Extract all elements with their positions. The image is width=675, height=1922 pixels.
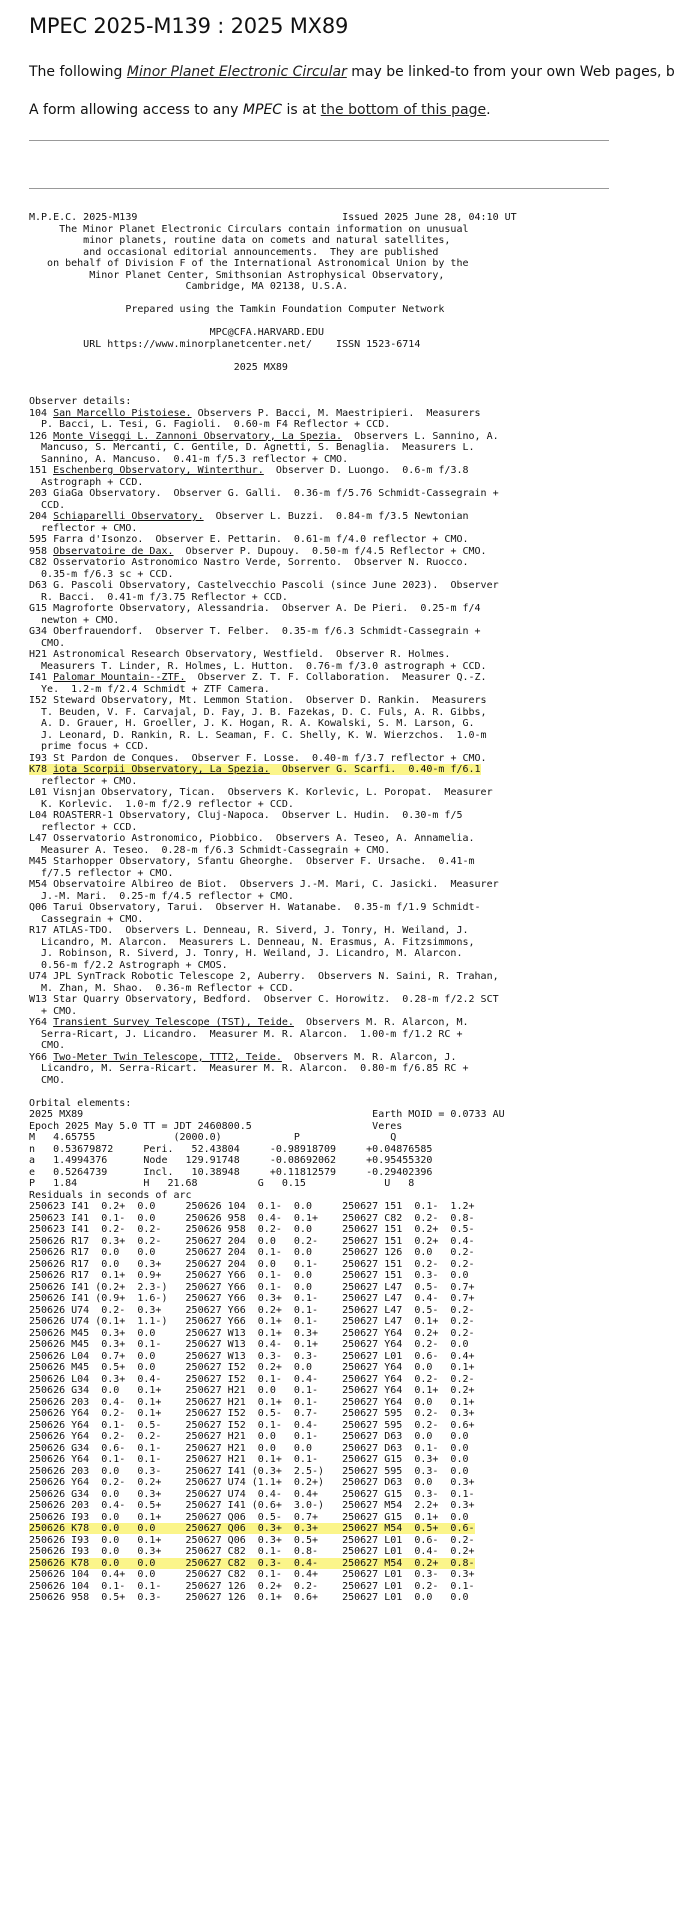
observatory-name: Two-Meter Twin Telescope, TTT2, Teide. <box>53 1051 282 1063</box>
residual-row: 250626 I93 0.0 0.1+ 250627 Q06 0.5- 0.7+ 250627 G15 0.1+ 0.0 <box>29 1511 469 1523</box>
observer-entry <box>29 511 469 522</box>
orbital-line: M 4.65755 (2000.0) P Q <box>29 1132 397 1143</box>
preamble-line: on behalf of Division F of the International Astronomical Union by the <box>29 258 469 269</box>
observer-entry <box>29 856 475 867</box>
observatory-code: U74 <box>29 971 54 982</box>
observer-entry <box>29 810 463 821</box>
residual-row: 250626 G34 0.0 0.1+ 250627 H21 0.0 0.1- 250627 Y64 0.1+ 0.2+ <box>29 1385 475 1396</box>
observer-continuation: + CMO. <box>29 1005 78 1017</box>
residual-row: 250626 I93 0.0 0.3+ 250627 C82 0.1- 0.8- 250627 L01 0.4- 0.2+ <box>29 1546 475 1557</box>
observatory-code: 126 <box>29 430 54 442</box>
residual-row: 250626 Y64 0.1- 0.1- 250627 H21 0.1+ 0.1- 250627 G15 0.3+ 0.0 <box>29 1454 469 1465</box>
observer-text: Observers P. Bacci, M. Maestripieri. Measurers <box>191 407 481 419</box>
intro-paragraph <box>29 64 675 80</box>
residual-row: 250626 Y64 0.2- 0.2- 250627 H21 0.0 0.1- 250627 D63 0.0 0.0 <box>29 1431 469 1442</box>
observer-text: Steward Observatory, Mt. Lemmon Station. Observer D. Rankin. Measurers <box>53 695 487 706</box>
observatory-code: M54 <box>29 879 54 890</box>
observer-text: Magroforte Observatory, Alessandria. Observer A. De Pieri. 0.25-m f/4 <box>53 603 481 614</box>
observer-continuation: J. Leonard, D. Rankin, R. L. Seaman, F. C. Shelly, K. W. Wierzchos. 1.0-m <box>29 729 487 741</box>
observatory-code: G34 <box>29 626 54 637</box>
residual-row: 250626 203 0.4- 0.5+ 250627 I41 (0.6+ 3.0-) 250627 M54 2.2+ 0.3+ <box>29 1500 475 1511</box>
observer-continuation: CMO. <box>29 1040 66 1051</box>
orbital-line: 2025 MX89 Earth MOID = 0.0733 AU <box>29 1109 505 1120</box>
observatory-name: iota Scorpii Observatory, La Spezia. <box>53 764 270 775</box>
intro-text: The following <box>29 64 127 80</box>
observer-text: Oberfrauendorf. Observer T. Felber. 0.35-m f/6.3 Schmidt-Cassegrain + <box>53 626 481 637</box>
orbital-line: e 0.5264739 Incl. 10.38948 +0.11812579 -0.29402396 <box>29 1166 433 1178</box>
residual-row: 250626 G34 0.6- 0.1- 250627 H21 0.0 0.0 250627 D63 0.1- 0.0 <box>29 1442 469 1454</box>
residual-row: 250626 I41 (0.9+ 1.6-) 250627 Y66 0.3+ 0.1- 250627 L47 0.4- 0.7+ <box>29 1293 475 1304</box>
observer-entry <box>29 431 499 442</box>
observer-entry <box>29 465 469 476</box>
residuals-table <box>29 1201 475 1603</box>
observer-entry <box>29 971 499 982</box>
observer-entry <box>29 488 499 499</box>
preamble-line: The Minor Planet Electronic Circulars contain information on unusual <box>29 223 469 235</box>
observer-continuation: Sannino, A. Mancuso. 0.41-m f/5.3 reflector + CMO. <box>29 453 349 465</box>
observer-continuation: prime focus + CCD. <box>29 741 150 752</box>
residual-row: 250626 K78 0.0 0.0 250627 C82 0.3- 0.4- 250627 M54 0.2+ 0.8- <box>29 1557 475 1569</box>
residual-row: 250626 L04 0.3+ 0.4- 250627 I52 0.1- 0.4- 250627 Y64 0.2- 0.2- <box>29 1373 475 1385</box>
observer-continuation: Measurer A. Teseo. 0.28-m f/6.3 Schmidt-Cassegrain + CMO. <box>29 844 391 856</box>
observer-continuation: Serra-Ricart, J. Licandro. Measurer M. R. Alarcon. 1.00-m f/1.2 RC + <box>29 1028 463 1040</box>
observatory-name: San Marcello Pistoiese. <box>53 407 192 419</box>
observer-text: ROASTERR-1 Observatory, Cluj-Napoca. Observer L. Hudin. 0.30-m f/5 <box>53 810 463 821</box>
preamble-line: URL https://www.minorplanetcenter.net/ ISSN 1523-6714 <box>29 338 421 350</box>
orbital-elements <box>29 1109 505 1189</box>
observer-continuation: f/7.5 reflector + CMO. <box>29 867 174 879</box>
observatory-code: 104 <box>29 407 54 419</box>
intro-suffix: may be linked-to from your own Web pages, b <box>346 64 675 80</box>
observer-continuation: reflector + CMO. <box>29 775 138 787</box>
preamble-line: Cambridge, MA 02138, U.S.A. <box>29 281 349 292</box>
residual-row: 250626 R17 0.3+ 0.2- 250627 204 0.0 0.2- 250627 151 0.2+ 0.4- <box>29 1235 475 1247</box>
observer-text: Observer G. Scarfi. 0.40-m f/6.1 <box>269 764 481 775</box>
observatory-code: 203 <box>29 488 54 499</box>
observatory-code: L47 <box>29 833 54 844</box>
observer-entry <box>29 833 475 844</box>
observer-text: Farra d'Isonzo. Observer E. Pettarin. 0.61-m f/4.0 reflector + CMO. <box>53 534 469 545</box>
observer-text: Observatoire Albireo de Biot. Observers J.-M. Mari, C. Jasicki. Measurer <box>53 879 499 890</box>
observer-continuation: Cassegrain + CMO. <box>29 913 144 925</box>
observer-entry <box>29 1017 469 1028</box>
residual-row: 250623 I41 0.2- 0.2- 250626 958 0.2- 0.0 250627 151 0.2+ 0.5- <box>29 1224 475 1235</box>
observatory-code: 958 <box>29 545 54 557</box>
observer-entry <box>29 925 469 936</box>
residual-row: 250626 R17 0.0 0.3+ 250627 204 0.0 0.1- 250627 151 0.2- 0.2- <box>29 1258 475 1270</box>
observatory-code: Q06 <box>29 902 54 913</box>
observatory-code: Y64 <box>29 1017 54 1028</box>
observer-entry <box>29 672 487 683</box>
divider-bottom <box>29 188 609 189</box>
observer-entry <box>29 603 481 614</box>
observer-entry <box>29 580 499 591</box>
observer-text: Osservatorio Astronomico Nastro Verde, Sorrento. Observer N. Ruocco. <box>53 557 469 568</box>
observer-entry <box>29 546 487 557</box>
observer-text: Observer Z. T. F. Collaboration. Measurer Q.-Z. <box>185 672 487 683</box>
orbital-line: n 0.53679872 Peri. 52.43804 -0.98918709 +0.04876585 <box>29 1143 433 1155</box>
observer-text: GiaGa Observatory. Observer G. Galli. 0.36-m f/5.76 Schmidt-Cassegrain + <box>53 488 499 499</box>
observatory-code: W13 <box>29 994 54 1005</box>
observer-text: Osservatorio Astronomico, Piobbico. Observers A. Teseo, A. Annamelia. <box>53 833 475 844</box>
observer-text: JPL SynTrack Robotic Telescope 2, Auberry. Observers N. Saini, R. Trahan, <box>53 971 499 982</box>
page-title: MPEC 2025-M139 : 2025 MX89 <box>29 14 349 38</box>
residuals-heading: Residuals in seconds of arc <box>29 1189 192 1201</box>
mpec-link-text: Minor Planet Electronic Circular <box>126 64 347 80</box>
residual-row: 250626 M45 0.5+ 0.0 250627 I52 0.2+ 0.0 250627 Y64 0.0 0.1+ <box>29 1362 475 1373</box>
observer-entry <box>29 994 499 1005</box>
preamble-line: and occasional editorial announcements. They are published <box>29 246 439 258</box>
observer-text: St Pardon de Conques. Observer F. Losse. 0.40-m f/3.7 reflector + CMO. <box>53 752 487 764</box>
observer-continuation: R. Bacci. 0.41-m f/3.75 Reflector + CCD. <box>29 591 288 603</box>
observer-continuation: CMO. <box>29 637 66 649</box>
observatory-code: H21 <box>29 649 54 660</box>
observatory-code: C82 <box>29 557 54 568</box>
observer-entry <box>29 902 481 913</box>
observatory-code: D63 <box>29 580 54 591</box>
residual-row: 250626 R17 0.1+ 0.9+ 250627 Y66 0.1- 0.0 250627 151 0.3- 0.0 <box>29 1270 469 1281</box>
circular-body <box>29 212 608 1604</box>
observatory-name: Palomar Mountain--ZTF. <box>53 672 186 683</box>
observer-entry <box>29 649 450 660</box>
observer-continuation: P. Bacci, L. Tesi, G. Fagioli. 0.60-m F4 Reflector + CCD. <box>29 419 391 430</box>
observer-entry <box>29 408 481 419</box>
residual-row: 250626 K78 0.0 0.0 250627 Q06 0.3+ 0.3+ 250627 M54 0.5+ 0.6- <box>29 1523 475 1534</box>
preamble-line: Minor Planet Center, Smithsonian Astrophysical Observatory, <box>29 269 445 281</box>
observer-text: Observers M. R. Alarcon, J. <box>281 1051 457 1063</box>
observer-continuation: CMO. <box>29 1074 66 1086</box>
observers-heading: Observer details: <box>29 396 132 407</box>
observer-continuation: reflector + CCD. <box>29 821 138 833</box>
preamble-line: 2025 MX89 <box>29 361 288 373</box>
observer-entry <box>29 557 469 568</box>
observer-continuation: 0.56-m f/2.2 Astrograph + CMOS. <box>29 959 228 971</box>
residual-row: 250626 M45 0.3+ 0.1- 250627 W13 0.4- 0.1+ 250627 Y64 0.2- 0.0 <box>29 1339 469 1350</box>
observer-text: Observers L. Sannino, A. <box>342 430 499 442</box>
observer-entry <box>29 695 487 706</box>
observer-continuation: J. Robinson, R. Siverd, J. Tonry, H. Weiland, J. Licandro, M. Alarcon. <box>29 948 463 959</box>
residual-row: 250626 Y64 0.1- 0.5- 250627 I52 0.1- 0.4- 250627 595 0.2- 0.6+ <box>29 1419 475 1431</box>
observer-text: Visnjan Observatory, Tican. Observers K. Korlevic, L. Poropat. Measurer <box>53 787 493 798</box>
observatory-code: R17 <box>29 925 54 936</box>
observer-entry <box>29 626 481 637</box>
preamble <box>29 224 469 373</box>
observatory-code: K78 <box>29 764 54 775</box>
residual-row: 250626 958 0.5+ 0.3- 250627 126 0.1+ 0.6+ 250627 L01 0.0 0.0 <box>29 1592 469 1603</box>
observer-text: Observer P. Dupouy. 0.50-m f/4.5 Reflector + CMO. <box>173 545 487 557</box>
observatory-name: Transient Survey Telescope (TST), Teide. <box>53 1017 294 1028</box>
preamble-line: MPC@CFA.HARVARD.EDU <box>29 327 325 338</box>
observatory-code: 595 <box>29 534 54 545</box>
observatory-name: Eschenberg Observatory, Winterthur. <box>53 465 264 476</box>
observer-continuation: newton + CMO. <box>29 614 120 626</box>
observatory-name: Schiaparelli Observatory. <box>53 511 204 522</box>
issue-line: M.P.E.C. 2025-M139 Issued 2025 June 28, 04:10 UT <box>29 212 517 223</box>
observatory-code: L04 <box>29 810 54 821</box>
observatory-name: Monte Viseggi L. Zannoni Observatory, La Spezia. <box>53 430 343 442</box>
observer-continuation: CCD. <box>29 499 66 511</box>
form-text: A form allowing access to any <box>29 102 243 118</box>
observatory-code: Y66 <box>29 1051 54 1063</box>
observer-text: Observer L. Buzzi. 0.84-m f/3.5 Newtonian <box>203 511 469 522</box>
observer-continuation: J.-M. Mari. 0.25-m f/4.5 reflector + CMO. <box>29 890 294 902</box>
observer-continuation: Astrograph + CCD. <box>29 476 144 488</box>
residual-row: 250626 104 0.4+ 0.0 250627 C82 0.1- 0.4+ 250627 L01 0.3- 0.3+ <box>29 1569 475 1580</box>
orbital-line: P 1.84 H 21.68 G 0.15 U 8 <box>29 1178 415 1189</box>
observer-continuation: Measurers T. Linder, R. Holmes, L. Hutton. 0.76-m f/3.0 astrograph + CCD. <box>29 660 487 672</box>
orbital-line: a 1.4994376 Node 129.91748 -0.08692062 +0.95455320 <box>29 1155 433 1166</box>
observatory-code: I41 <box>29 672 54 683</box>
observatory-code: I93 <box>29 752 54 764</box>
observer-text: Tarui Observatory, Tarui. Observer H. Watanabe. 0.35-m f/1.9 Schmidt- <box>53 902 481 913</box>
orbital-line: Epoch 2025 May 5.0 TT = JDT 2460800.5 Veres <box>29 1120 403 1132</box>
observer-continuation: A. D. Grauer, H. Groeller, J. K. Hogan, R. A. Kowalski, S. M. Larson, G. <box>29 718 475 729</box>
observatory-code: M45 <box>29 856 54 867</box>
observer-entry <box>29 787 493 798</box>
residual-row: 250626 G34 0.0 0.3+ 250627 U74 0.4- 0.4+ 250627 G15 0.3- 0.1- <box>29 1488 475 1500</box>
observer-entry <box>29 879 499 890</box>
residual-row: 250626 Y64 0.2- 0.2+ 250627 U74 (1.1+ 0.2+) 250627 D63 0.0 0.3+ <box>29 1477 475 1488</box>
residual-row: 250626 M45 0.3+ 0.0 250627 W13 0.1+ 0.3+ 250627 Y64 0.2+ 0.2- <box>29 1327 475 1339</box>
residual-row: 250626 L04 0.7+ 0.0 250627 W13 0.3- 0.3- 250627 L01 0.6- 0.4+ <box>29 1350 475 1362</box>
observatory-code: 151 <box>29 465 54 476</box>
orbital-heading: Orbital elements: <box>29 1097 132 1109</box>
observer-entry <box>29 753 487 764</box>
observer-text: ATLAS-TDO. Observers L. Denneau, R. Siverd, J. Tonry, H. Weiland, J. <box>53 925 469 936</box>
form-middle: is at <box>282 102 321 118</box>
observer-continuation: K. Korlevic. 1.0-m f/2.9 reflector + CCD. <box>29 798 294 810</box>
residual-row: 250626 I41 (0.2+ 2.3-) 250627 Y66 0.1- 0.0 250627 L47 0.5- 0.7+ <box>29 1281 475 1293</box>
observatory-code: L01 <box>29 787 54 798</box>
observer-entry <box>29 534 469 545</box>
observatory-name: Observatoire de Dax. <box>53 545 174 557</box>
observer-entry <box>29 764 481 775</box>
observatory-code: I52 <box>29 695 54 706</box>
observer-continuation: Mancuso, S. Mercanti, C. Gentile, D. Agnetti, S. Benaglia. Measurers L. <box>29 442 475 453</box>
observer-text: Observer D. Luongo. 0.6-m f/3.8 <box>263 465 469 476</box>
preamble-line: Prepared using the Tamkin Foundation Computer Network <box>29 304 445 315</box>
residual-row: 250626 R17 0.0 0.0 250627 204 0.1- 0.0 250627 126 0.0 0.2- <box>29 1247 475 1258</box>
observer-continuation: T. Beuden, V. F. Carvajal, D. Fay, J. B. Fazekas, D. C. Fuls, A. R. Gibbs, <box>29 706 487 718</box>
residual-row: 250626 Y64 0.2- 0.1+ 250627 I52 0.5- 0.7- 250627 595 0.2- 0.3+ <box>29 1408 475 1419</box>
mpec-italic: MPEC <box>242 102 283 118</box>
observer-text: Star Quarry Observatory, Bedford. Observer C. Horowitz. 0.28-m f/2.2 SCT <box>53 994 499 1005</box>
observer-text: G. Pascoli Observatory, Castelvecchio Pascoli (since June 2023). Observer <box>53 580 499 591</box>
form-paragraph <box>29 102 608 118</box>
observer-continuation: Licandro, M. Serra-Ricart. Measurer M. R. Alarcon. 0.80-m f/6.85 RC + <box>29 1063 469 1074</box>
observer-text: Astronomical Research Observatory, Westfield. Observer R. Holmes. <box>53 649 451 660</box>
observer-continuation: Licandro, M. Alarcon. Measurers L. Denneau, N. Erasmus, A. Fitzsimmons, <box>29 936 475 948</box>
preamble-line: minor planets, routine data on comets and natural satellites, <box>29 235 451 246</box>
observer-continuation: 0.35-m f/6.3 sc + CCD. <box>29 568 174 580</box>
observer-continuation: Ye. 1.2-m f/2.4 Schmidt + ZTF Camera. <box>29 683 270 695</box>
residual-row: 250623 I41 0.2+ 0.0 250626 104 0.1- 0.0 250627 151 0.1- 1.2+ <box>29 1201 475 1212</box>
observer-list <box>29 408 499 1086</box>
observer-entry <box>29 1052 456 1063</box>
observer-text: Starhopper Observatory, Sfantu Gheorghe. Observer F. Ursache. 0.41-m <box>53 856 475 867</box>
observer-continuation: M. Zhan, M. Shao. 0.36-m Reflector + CCD. <box>29 982 294 994</box>
residual-row: 250623 I41 0.1- 0.0 250626 958 0.4- 0.1+ 250627 C82 0.2- 0.8- <box>29 1212 475 1224</box>
residual-row: 250626 U74 0.2- 0.3+ 250627 Y66 0.2+ 0.1- 250627 L47 0.5- 0.2- <box>29 1304 475 1316</box>
residual-row: 250626 U74 (0.1+ 1.1-) 250627 Y66 0.1+ 0.1- 250627 L47 0.1+ 0.2- <box>29 1316 475 1327</box>
observer-text: Observers M. R. Alarcon, M. <box>293 1017 469 1028</box>
observatory-code: G15 <box>29 603 54 614</box>
residual-row: 250626 I93 0.0 0.1+ 250627 Q06 0.3+ 0.5+ 250627 L01 0.6- 0.2- <box>29 1534 475 1546</box>
form-end: . <box>486 102 491 118</box>
residual-row: 250626 104 0.1- 0.1- 250627 126 0.2+ 0.2- 250627 L01 0.2- 0.1- <box>29 1580 475 1592</box>
divider-top <box>29 140 609 141</box>
observer-continuation: reflector + CMO. <box>29 522 138 534</box>
bottom-of-page-link[interactable]: the bottom of this page <box>320 102 487 118</box>
residual-row: 250626 203 0.4- 0.1+ 250627 H21 0.1+ 0.1- 250627 Y64 0.0 0.1+ <box>29 1396 475 1408</box>
residual-row: 250626 203 0.0 0.3- 250627 I41 (0.3+ 2.5-) 250627 595 0.3- 0.0 <box>29 1465 469 1477</box>
mpec-link[interactable] <box>127 64 347 80</box>
observatory-code: 204 <box>29 511 54 522</box>
